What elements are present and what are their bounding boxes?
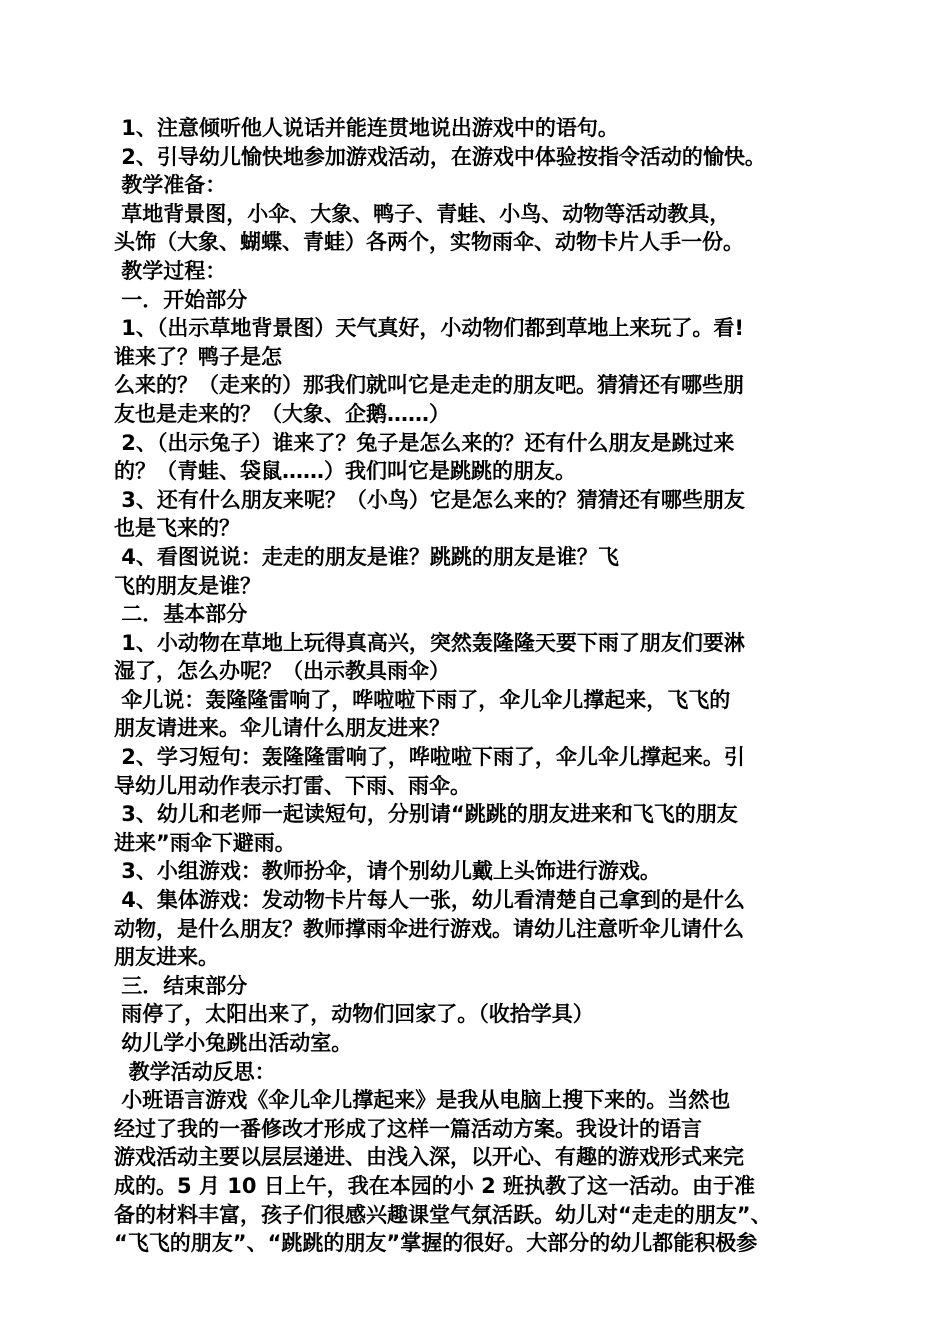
section-heading: 教学准备：: [114, 173, 227, 198]
text-line: 头饰（大象、蝴蝶、青蛙）各两个，实物雨伞、动物卡片人手一份。: [114, 230, 744, 255]
text-line: 飞的朋友是谁？: [114, 573, 261, 598]
text-line: 动物，是什么朋友？教师撑雨伞进行游戏。请幼儿注意听伞儿请什么: [114, 916, 744, 941]
text-line: 1、小动物在草地上玩得真高兴，突然轰隆隆天要下雨了朋友们要淋: [114, 630, 745, 655]
text-line: 2、学习短句：轰隆隆雷响了，哗啦啦下雨了，伞儿伞儿撑起来。引: [114, 745, 745, 770]
text-line: 4、看图说说：走走的朋友是谁？跳跳的朋友是谁？飞: [114, 544, 619, 569]
text-line: 小班语言游戏《伞儿伞儿撑起来》是我从电脑上搜下来的。当然也: [114, 1088, 731, 1113]
text-line: “飞飞的朋友”、“跳跳的朋友”掌握的很好。大部分的幼儿都能积极参: [114, 1231, 758, 1256]
text-line: 的？（青蛙、袋鼠……）我们叫它是跳跳的朋友。: [114, 459, 576, 484]
text-line: 也是飞来的？: [114, 516, 240, 541]
text-line: 湿了，怎么办呢？（出示教具雨伞）: [114, 659, 450, 684]
text-line: 伞儿说：轰隆隆雷响了，哗啦啦下雨了，伞儿伞儿撑起来，飞飞的: [114, 687, 731, 712]
text-line: 1、注意倾听他人说话并能连贯地说出游戏中的语句。: [114, 116, 619, 140]
text-line: 友也是走来的？（大象、企鹅……）: [114, 401, 450, 426]
text-line: 经过了我的一番修改才形成了这样一篇活动方案。我设计的语言: [114, 1116, 702, 1141]
document-body: [114, 114, 838, 1258]
text-line: 朋友请进来。伞儿请什么朋友进来？: [114, 716, 450, 741]
section-heading: 二．基本部分: [114, 602, 248, 627]
text-line: 2、引导幼儿愉快地参加游戏活动，在游戏中体验按指令活动的愉快。: [114, 144, 766, 169]
text-line: 朋友进来。: [114, 945, 219, 970]
text-line: 1、（出示草地背景图）天气真好，小动物们都到草地上来玩了。看!: [114, 316, 744, 341]
text-line: 成的。5 月 10 日上午，我在本园的小 2 班执教了这一活动。由于准: [114, 1173, 756, 1198]
section-heading: 教学活动反思：: [114, 1059, 276, 1084]
text-line: 4、集体游戏：发动物卡片每人一张，幼儿看清楚自己拿到的是什么: [114, 888, 745, 913]
text-line: 谁来了？鸭子是怎: [114, 344, 282, 369]
text-line: 备的材料丰富，孩子们很感兴趣课堂气氛活跃。幼儿对“走走的朋友”、: [114, 1202, 772, 1227]
text-line: 游戏活动主要以层层递进、由浅入深，以开心、有趣的游戏形式来完: [114, 1145, 744, 1170]
section-heading: 一．开始部分: [114, 287, 248, 312]
text-line: 进来”雨伞下避雨。: [114, 830, 296, 855]
section-heading: 教学过程：: [114, 258, 227, 283]
text-line: 草地背景图，小伞、大象、鸭子、青蛙、小鸟、动物等活动教具，: [114, 201, 731, 226]
text-line: 幼儿学小兔跳出活动室。: [114, 1031, 353, 1055]
text-line: 导幼儿用动作表示打雷、下雨、雨伞。: [114, 773, 471, 798]
text-line: 3、还有什么朋友来呢？（小鸟）它是怎么来的？猜猜还有哪些朋友: [114, 487, 745, 512]
text-line: 3、幼儿和老师一起读短句，分别请“跳跳的朋友进来和飞飞的朋友: [114, 802, 738, 827]
text-line: 2、（出示兔子）谁来了？兔子是怎么来的？还有什么朋友是跳过来: [114, 430, 735, 455]
text-line: 3、小组游戏：教师扮伞，请个别幼儿戴上头饰进行游戏。: [114, 859, 661, 884]
text-line: 么来的？（走来的）那我们就叫它是走走的朋友吧。猜猜还有哪些朋: [114, 373, 744, 398]
text-line: 雨停了，太阳出来了，动物们回家了。（收拾学具）: [114, 1002, 594, 1027]
section-heading: 三．结束部分: [114, 973, 248, 998]
